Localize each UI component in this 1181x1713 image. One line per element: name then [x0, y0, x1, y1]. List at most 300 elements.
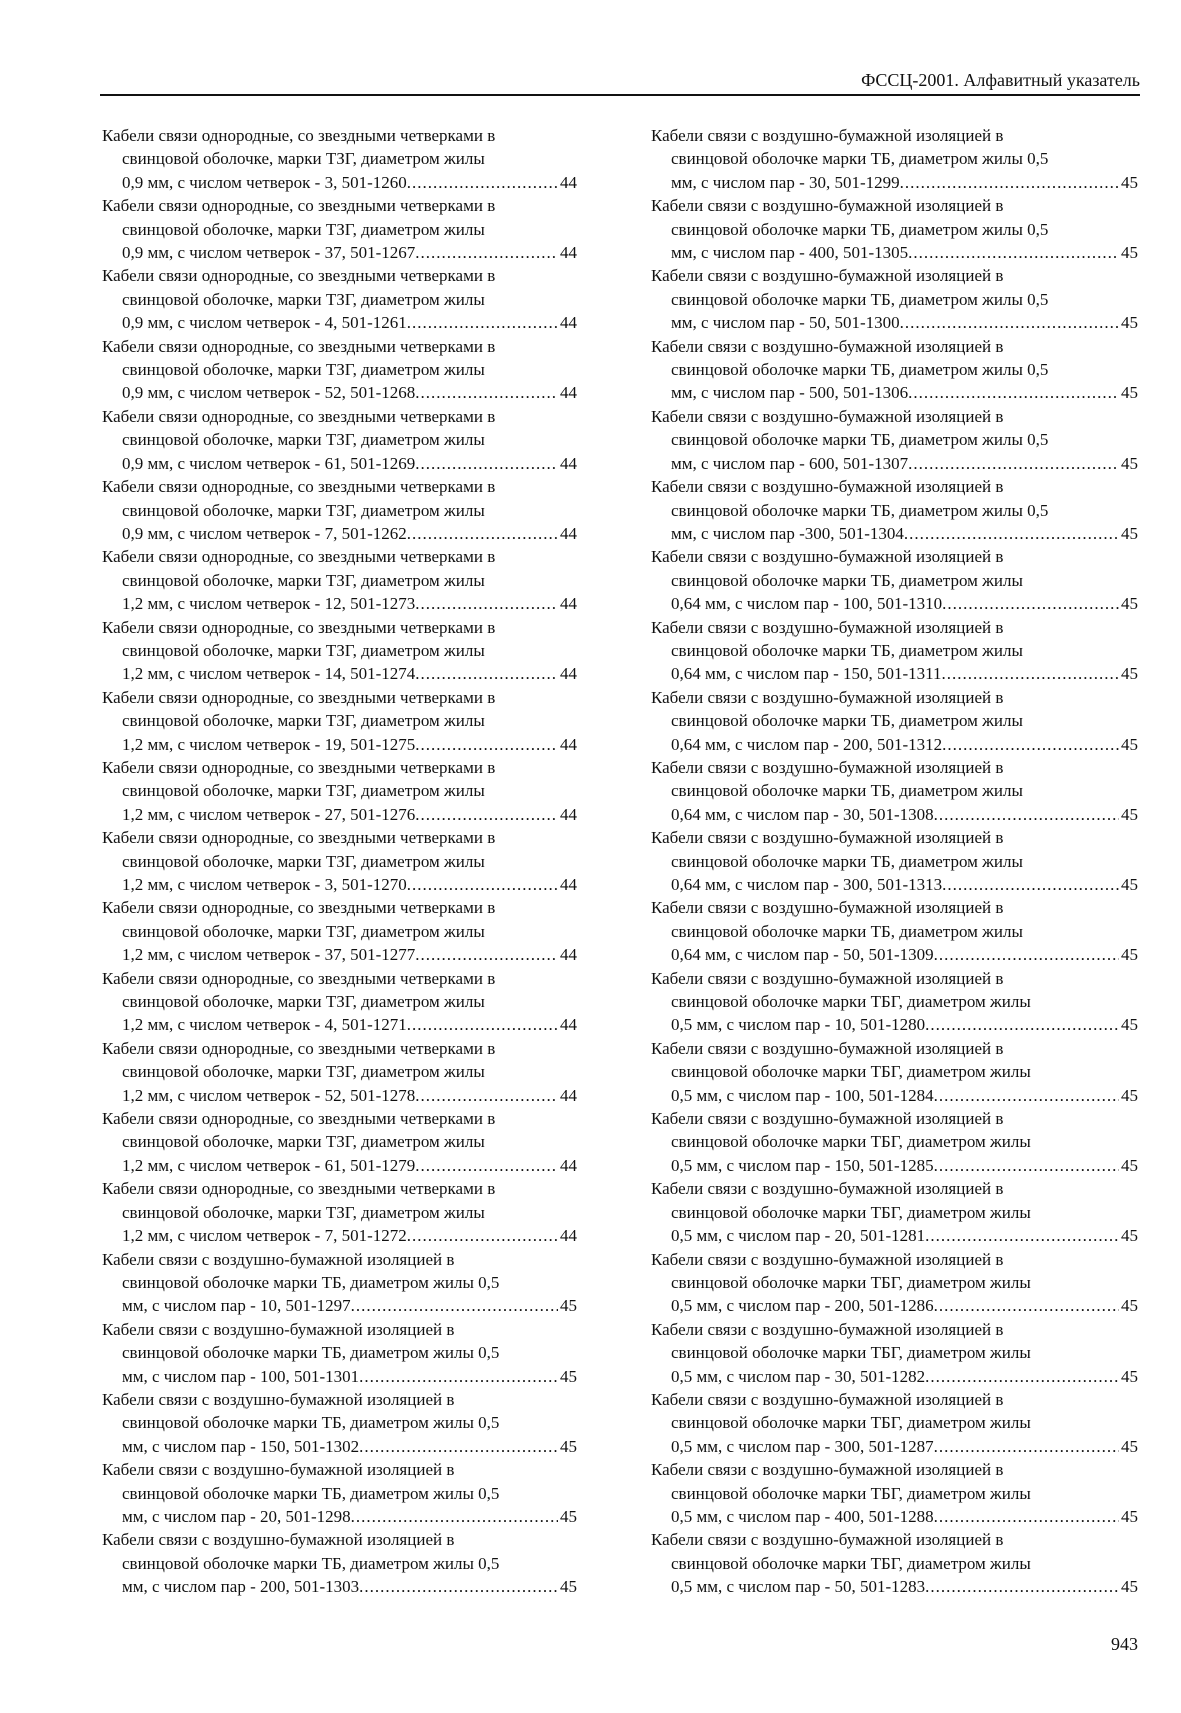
entry-page-ref: 45 — [1121, 1506, 1138, 1526]
entry-line-1: Кабели связи с воздушно-бумажной изоляцией в — [651, 126, 1004, 145]
dot-leader — [415, 592, 558, 615]
entry-page-ref: 44 — [560, 313, 577, 333]
index-entry — [102, 1388, 577, 1458]
dot-leader — [934, 943, 1119, 966]
dot-leader — [407, 171, 558, 194]
index-entry — [651, 475, 1138, 545]
entry-code: 0,5 мм, с числом пар - 20, 501-1281 — [671, 1226, 926, 1246]
entry-continuation — [651, 569, 1138, 616]
entry-page-ref: 45 — [560, 1577, 577, 1597]
index-entry — [102, 896, 577, 966]
entry-page-ref: 44 — [560, 523, 577, 543]
entry-continuation — [651, 990, 1138, 1037]
entry-line-1: Кабели связи однородные, со звездными четверками в — [102, 968, 496, 988]
index-entry — [102, 124, 577, 194]
entry-page-ref: 45 — [1121, 523, 1138, 543]
entry-line-1: Кабели связи с воздушно-бумажной изоляцией в — [651, 266, 1004, 286]
entry-line-2: свинцовой оболочке марки ТБ, диаметром жилы — [671, 570, 1023, 590]
dot-leader — [407, 522, 558, 545]
entry-continuation — [102, 288, 577, 335]
entry-page-ref: 45 — [1121, 1155, 1138, 1175]
entry-continuation — [102, 358, 577, 405]
entry-code: 0,64 мм, с числом пар - 50, 501-1309 — [671, 945, 934, 965]
entry-line-1: Кабели связи однородные, со звездными четверками в — [102, 617, 496, 637]
entry-line-1: Кабели связи с воздушно-бумажной изоляцией в — [651, 968, 1004, 988]
entry-line-1: Кабели связи однородные, со звездными четверками в — [102, 1179, 496, 1199]
entry-continuation — [651, 920, 1138, 967]
entry-code: 1,2 мм, с числом четверок - 19, 501-1275 — [122, 734, 416, 754]
entry-line-2: свинцовой оболочке марки ТБ, диаметром жилы 0,5 — [671, 360, 1049, 380]
entry-page-ref: 45 — [1121, 1296, 1138, 1316]
entry-line-2: свинцовой оболочке, марки ТЗГ, диаметром жилы — [122, 1132, 485, 1152]
entry-line-1: Кабели связи с воздушно-бумажной изоляцией в — [651, 828, 1004, 848]
index-entry — [102, 264, 577, 334]
entry-code: мм, с числом пар - 200, 501-1303 — [122, 1577, 360, 1597]
dot-leader — [925, 1013, 1119, 1036]
entry-line-1: Кабели связи однородные, со звездными четверками в — [102, 757, 496, 777]
entry-page-ref: 45 — [1121, 313, 1138, 333]
entry-line-3 — [122, 1224, 577, 1247]
entry-line-3 — [122, 873, 577, 896]
entry-page-ref: 45 — [1121, 1015, 1138, 1035]
entry-continuation — [102, 779, 577, 826]
entry-line-3 — [671, 1575, 1138, 1598]
dot-leader — [934, 1154, 1119, 1177]
entry-code: 0,5 мм, с числом пар - 200, 501-1286 — [671, 1296, 934, 1316]
entry-line-3 — [122, 1505, 577, 1528]
entry-continuation — [102, 1482, 577, 1529]
index-entry — [651, 1177, 1138, 1247]
entry-line-1: Кабели связи с воздушно-бумажной изоляцией в — [102, 1249, 455, 1269]
dot-leader — [351, 1505, 558, 1528]
dot-leader — [359, 1575, 558, 1598]
index-entry — [651, 1318, 1138, 1388]
index-entry — [651, 1037, 1138, 1107]
entry-page-ref: 44 — [560, 875, 577, 894]
entry-continuation — [102, 1552, 577, 1599]
index-entry — [102, 967, 577, 1037]
dot-leader — [415, 1084, 558, 1107]
entry-line-1: Кабели связи однородные, со звездными четверками в — [102, 1109, 496, 1129]
entry-line-3 — [671, 1294, 1138, 1317]
dot-leader — [942, 662, 1119, 685]
index-entry — [651, 1528, 1138, 1598]
entry-continuation — [651, 1130, 1138, 1177]
entry-page-ref: 45 — [560, 1366, 577, 1386]
dot-leader — [942, 873, 1119, 896]
entry-line-1: Кабели связи с воздушно-бумажной изоляцией в — [651, 196, 1004, 216]
entry-continuation — [102, 1411, 577, 1458]
entry-line-2: свинцовой оболочке марки ТБГ, диаметром жилы — [671, 1132, 1031, 1152]
entry-code: 1,2 мм, с числом четверок - 14, 501-1274 — [122, 664, 416, 684]
entry-page-ref: 45 — [1121, 594, 1138, 614]
dot-leader — [934, 1084, 1119, 1107]
dot-leader — [407, 1013, 558, 1036]
entry-line-2: свинцовой оболочке марки ТБГ, диаметром жилы — [671, 992, 1031, 1012]
entry-continuation — [651, 218, 1138, 265]
dot-leader — [359, 1435, 558, 1458]
entry-continuation — [651, 1341, 1138, 1388]
index-entry — [651, 896, 1138, 966]
entry-code: 0,64 мм, с числом пар - 300, 501-1313 — [671, 875, 943, 894]
index-entry — [651, 545, 1138, 615]
entry-code: 0,9 мм, с числом четверок - 7, 501-1262 — [122, 523, 407, 543]
dot-leader — [925, 1365, 1119, 1388]
entry-code: 0,5 мм, с числом пар - 30, 501-1282 — [671, 1366, 926, 1386]
entry-continuation — [651, 709, 1138, 756]
entry-line-3 — [671, 1154, 1138, 1177]
entry-code: 0,9 мм, с числом четверок - 52, 501-1268 — [122, 383, 416, 403]
dot-leader — [407, 873, 558, 896]
entry-page-ref: 44 — [560, 1226, 577, 1246]
entry-line-2: свинцовой оболочке марки ТБ, диаметром жилы 0,5 — [122, 1413, 500, 1433]
dot-leader — [415, 803, 558, 826]
index-entry — [102, 1458, 577, 1528]
entry-line-3 — [671, 873, 1138, 896]
dot-leader — [925, 1224, 1119, 1247]
index-entry — [651, 1458, 1138, 1528]
index-entry — [102, 1318, 577, 1388]
entry-code: 0,5 мм, с числом пар - 150, 501-1285 — [671, 1155, 934, 1175]
entry-line-2: свинцовой оболочке, марки ТЗГ, диаметром жилы — [122, 921, 485, 941]
entry-line-3 — [122, 1575, 577, 1598]
entry-line-1: Кабели связи однородные, со звездными четверками в — [102, 687, 496, 707]
entry-line-3 — [122, 592, 577, 615]
entry-line-2: свинцовой оболочке, марки ТЗГ, диаметром жилы — [122, 149, 485, 169]
entry-line-3 — [671, 1365, 1138, 1388]
entry-page-ref: 44 — [560, 1085, 577, 1105]
entry-line-3 — [122, 1365, 577, 1388]
entry-page-ref: 45 — [1121, 734, 1138, 754]
page-number: 943 — [1111, 1634, 1138, 1654]
entry-line-2: свинцовой оболочке марки ТБ, диаметром жилы 0,5 — [122, 1272, 500, 1292]
entry-line-2: свинцовой оболочке, марки ТЗГ, диаметром жилы — [122, 1062, 485, 1082]
entry-line-3 — [122, 241, 577, 264]
index-entry — [651, 1388, 1138, 1458]
entry-continuation — [651, 428, 1138, 475]
entry-line-1: Кабели связи однородные, со звездными четверками в — [102, 336, 496, 356]
entry-line-2: свинцовой оболочке марки ТБ, диаметром жилы — [671, 851, 1023, 871]
entry-line-3 — [122, 171, 577, 194]
entry-line-2: свинцовой оболочке марки ТБГ, диаметром жилы — [671, 1062, 1031, 1082]
entry-line-2: свинцовой оболочке, марки ТЗГ, диаметром жилы — [122, 570, 485, 590]
entry-page-ref: 44 — [560, 734, 577, 754]
entry-page-ref: 44 — [560, 664, 577, 684]
entry-line-2: свинцовой оболочке, марки ТЗГ, диаметром жилы — [122, 1202, 485, 1222]
entry-line-3 — [671, 803, 1138, 826]
entry-page-ref: 44 — [560, 1155, 577, 1175]
index-entry — [651, 1107, 1138, 1177]
entry-continuation — [651, 499, 1138, 546]
entry-line-3 — [122, 803, 577, 826]
index-column-right — [651, 124, 1138, 1599]
entry-line-3 — [671, 1084, 1138, 1107]
entry-line-2: свинцовой оболочке марки ТБ, диаметром жилы 0,5 — [671, 430, 1049, 450]
entry-line-1: Кабели связи с воздушно-бумажной изоляцией в — [651, 1038, 1004, 1058]
dot-leader — [415, 1154, 558, 1177]
entry-line-1: Кабели связи с воздушно-бумажной изоляцией в — [651, 406, 1004, 426]
entry-code: мм, с числом пар - 50, 501-1300 — [671, 313, 900, 333]
entry-line-2: свинцовой оболочке марки ТБ, диаметром жилы 0,5 — [671, 149, 1049, 169]
entry-line-2: свинцовой оболочке марки ТБГ, диаметром жилы — [671, 1483, 1031, 1503]
entry-line-2: свинцовой оболочке, марки ТЗГ, диаметром жилы — [122, 992, 485, 1012]
entry-code: 0,64 мм, с числом пар - 100, 501-1310 — [671, 594, 943, 614]
entry-continuation — [102, 1271, 577, 1318]
entry-page-ref: 45 — [1121, 383, 1138, 403]
dot-leader — [415, 452, 558, 475]
dot-leader — [942, 592, 1119, 615]
entry-line-3 — [122, 1013, 577, 1036]
index-entry — [102, 545, 577, 615]
entry-line-2: свинцовой оболочке, марки ТЗГ, диаметром жилы — [122, 640, 485, 660]
entry-line-2: свинцовой оболочке, марки ТЗГ, диаметром жилы — [122, 360, 485, 380]
entry-continuation — [102, 1201, 577, 1248]
entry-line-1: Кабели связи однородные, со звездными четверками в — [102, 1038, 496, 1058]
entry-line-2: свинцовой оболочке, марки ТЗГ, диаметром жилы — [122, 219, 485, 239]
entry-line-3 — [671, 381, 1138, 404]
entry-page-ref: 45 — [1121, 1226, 1138, 1246]
entry-line-2: свинцовой оболочке марки ТБГ, диаметром жилы — [671, 1413, 1031, 1433]
entry-line-2: свинцовой оболочке марки ТБ, диаметром жилы 0,5 — [122, 1483, 500, 1503]
entry-line-3 — [122, 1294, 577, 1317]
index-entry — [102, 1037, 577, 1107]
entry-continuation — [102, 850, 577, 897]
entry-line-3 — [671, 943, 1138, 966]
index-entry — [102, 686, 577, 756]
entry-line-2: свинцовой оболочке марки ТБ, диаметром жилы 0,5 — [122, 1553, 500, 1573]
index-entry — [102, 1248, 577, 1318]
dot-leader — [351, 1294, 558, 1317]
entry-code: 1,2 мм, с числом четверок - 27, 501-1276 — [122, 804, 416, 824]
index-entry — [651, 967, 1138, 1037]
entry-line-2: свинцовой оболочке марки ТБ, диаметром жилы 0,5 — [671, 500, 1049, 520]
entry-page-ref: 45 — [1121, 804, 1138, 824]
entry-line-2: свинцовой оболочке марки ТБГ, диаметром жилы — [671, 1272, 1031, 1292]
entry-page-ref: 44 — [560, 383, 577, 403]
entry-code: 1,2 мм, с числом четверок - 3, 501-1270 — [122, 875, 407, 894]
entry-line-1: Кабели связи с воздушно-бумажной изоляцией в — [102, 1530, 455, 1550]
entry-line-3 — [671, 592, 1138, 615]
entry-line-1: Кабели связи однородные, со звездными четверками в — [102, 196, 496, 216]
entry-line-1: Кабели связи с воздушно-бумажной изоляцией в — [651, 1530, 1004, 1550]
dot-leader — [934, 803, 1119, 826]
entry-page-ref: 44 — [560, 172, 577, 192]
entry-continuation — [102, 569, 577, 616]
entry-page-ref: 45 — [1121, 453, 1138, 473]
dot-leader — [908, 241, 1119, 264]
entry-code: 0,9 мм, с числом четверок - 61, 501-1269 — [122, 453, 416, 473]
dot-leader — [900, 171, 1119, 194]
entry-line-3 — [122, 662, 577, 685]
index-entry — [102, 616, 577, 686]
entry-page-ref: 45 — [1121, 664, 1138, 684]
entry-line-3 — [671, 452, 1138, 475]
dot-leader — [925, 1575, 1119, 1598]
entry-line-1: Кабели связи с воздушно-бумажной изоляцией в — [651, 1249, 1004, 1269]
entry-code: 0,5 мм, с числом пар - 100, 501-1284 — [671, 1085, 934, 1105]
dot-leader — [415, 662, 558, 685]
entry-code: 1,2 мм, с числом четверок - 61, 501-1279 — [122, 1155, 416, 1175]
entry-line-3 — [671, 241, 1138, 264]
dot-leader — [908, 452, 1119, 475]
entry-code: 0,64 мм, с числом пар - 200, 501-1312 — [671, 734, 943, 754]
dot-leader — [359, 1365, 558, 1388]
index-entry — [102, 194, 577, 264]
entry-line-2: свинцовой оболочке марки ТБ, диаметром жилы 0,5 — [671, 219, 1049, 239]
entry-continuation — [102, 1060, 577, 1107]
entry-line-2: свинцовой оболочке, марки ТЗГ, диаметром жилы — [122, 711, 485, 731]
entry-line-2: свинцовой оболочке марки ТБ, диаметром жилы — [671, 711, 1023, 731]
entry-code: 1,2 мм, с числом четверок - 37, 501-1277 — [122, 945, 416, 965]
entry-page-ref: 44 — [560, 243, 577, 263]
entry-continuation — [102, 218, 577, 265]
entry-continuation — [102, 1130, 577, 1177]
entry-continuation — [651, 147, 1138, 194]
dot-leader — [934, 1505, 1119, 1528]
entry-line-1: Кабели связи с воздушно-бумажной изоляцией в — [651, 687, 1004, 707]
entry-page-ref: 45 — [560, 1296, 577, 1316]
dot-leader — [934, 1294, 1119, 1317]
entry-continuation — [651, 1271, 1138, 1318]
entry-line-2: свинцовой оболочке марки ТБ, диаметром жилы 0,5 — [671, 289, 1049, 309]
entry-line-3 — [122, 381, 577, 404]
entry-continuation — [102, 428, 577, 475]
index-entry — [651, 616, 1138, 686]
entry-continuation — [651, 288, 1138, 335]
dot-leader — [407, 1224, 558, 1247]
entry-line-1: Кабели связи однородные, со звездными четверками в — [102, 547, 496, 567]
index-column-left — [102, 124, 577, 1599]
entry-code: мм, с числом пар - 100, 501-1301 — [122, 1366, 360, 1386]
entry-line-2: свинцовой оболочке, марки ТЗГ, диаметром жилы — [122, 430, 485, 450]
entry-line-1: Кабели связи однородные, со звездными четверками в — [102, 477, 496, 497]
entry-line-3 — [671, 1013, 1138, 1036]
entry-code: 0,9 мм, с числом четверок - 4, 501-1261 — [122, 313, 407, 333]
running-header — [100, 66, 1140, 96]
entry-continuation — [651, 639, 1138, 686]
entry-line-3 — [671, 733, 1138, 756]
entry-code: 0,64 мм, с числом пар - 150, 501-1311 — [671, 664, 942, 684]
entry-code: 0,5 мм, с числом пар - 400, 501-1288 — [671, 1506, 934, 1526]
index-entry — [102, 1528, 577, 1598]
entry-line-3 — [122, 733, 577, 756]
entry-line-1: Кабели связи с воздушно-бумажной изоляцией в — [651, 1109, 1004, 1129]
entry-line-1: Кабели связи с воздушно-бумажной изоляцией в — [651, 1179, 1004, 1199]
entry-continuation — [651, 1482, 1138, 1529]
entry-line-1: Кабели связи с воздушно-бумажной изоляцией в — [651, 1460, 1004, 1480]
entry-code: мм, с числом пар - 600, 501-1307 — [671, 453, 909, 473]
entry-code: 0,64 мм, с числом пар - 30, 501-1308 — [671, 804, 934, 824]
entry-line-3 — [671, 1224, 1138, 1247]
entry-line-1: Кабели связи однородные, со звездными четверками в — [102, 126, 496, 145]
entry-page-ref: 45 — [560, 1506, 577, 1526]
entry-line-2: свинцовой оболочке марки ТБ, диаметром жилы — [671, 921, 1023, 941]
entry-page-ref: 45 — [1121, 1085, 1138, 1105]
entry-line-2: свинцовой оболочке, марки ТЗГ, диаметром жилы — [122, 289, 485, 309]
entry-code: 0,5 мм, с числом пар - 50, 501-1283 — [671, 1577, 926, 1597]
entry-line-1: Кабели связи с воздушно-бумажной изоляцией в — [651, 757, 1004, 777]
entry-continuation — [651, 779, 1138, 826]
entry-line-1: Кабели связи с воздушно-бумажной изоляцией в — [651, 1389, 1004, 1409]
entry-continuation — [651, 358, 1138, 405]
entry-line-3 — [122, 522, 577, 545]
entry-line-1: Кабели связи с воздушно-бумажной изоляцией в — [102, 1460, 455, 1480]
entry-line-1: Кабели связи с воздушно-бумажной изоляцией в — [102, 1389, 455, 1409]
entry-page-ref: 44 — [560, 594, 577, 614]
entry-line-2: свинцовой оболочке, марки ТЗГ, диаметром жилы — [122, 851, 485, 871]
entry-line-1: Кабели связи с воздушно-бумажной изоляцией в — [651, 617, 1004, 637]
entry-code: 1,2 мм, с числом четверок - 52, 501-1278 — [122, 1085, 416, 1105]
index-entry — [651, 826, 1138, 896]
entry-continuation — [102, 920, 577, 967]
entry-code: 1,2 мм, с числом четверок - 12, 501-1273 — [122, 594, 416, 614]
index-entry — [651, 264, 1138, 334]
entry-code: мм, с числом пар - 20, 501-1298 — [122, 1506, 351, 1526]
index-entry — [651, 686, 1138, 756]
entry-code: мм, с числом пар -300, 501-1304 — [671, 523, 904, 543]
dot-leader — [415, 943, 558, 966]
index-entry — [102, 405, 577, 475]
dot-leader — [908, 381, 1119, 404]
dot-leader — [934, 1435, 1119, 1458]
entry-code: мм, с числом пар - 500, 501-1306 — [671, 383, 909, 403]
entry-page-ref: 45 — [1121, 1577, 1138, 1597]
entry-line-3 — [122, 452, 577, 475]
entry-page-ref: 45 — [560, 1436, 577, 1456]
entry-continuation — [651, 1060, 1138, 1107]
entry-line-1: Кабели связи однородные, со звездными четверками в — [102, 266, 496, 286]
entry-line-3 — [671, 311, 1138, 334]
entry-line-3 — [122, 1154, 577, 1177]
entry-code: мм, с числом пар - 400, 501-1305 — [671, 243, 909, 263]
entry-page-ref: 45 — [1121, 1436, 1138, 1456]
entry-code: 0,9 мм, с числом четверок - 3, 501-1260 — [122, 172, 407, 192]
index-entry — [102, 1107, 577, 1177]
entry-code: мм, с числом пар - 10, 501-1297 — [122, 1296, 351, 1316]
entry-continuation — [102, 639, 577, 686]
entry-code: 0,5 мм, с числом пар - 10, 501-1280 — [671, 1015, 926, 1035]
entry-line-2: свинцовой оболочке марки ТБГ, диаметром жилы — [671, 1343, 1031, 1363]
entry-line-2: свинцовой оболочке марки ТБГ, диаметром жилы — [671, 1553, 1031, 1573]
entry-line-3 — [122, 311, 577, 334]
entry-line-3 — [671, 522, 1138, 545]
entry-page-ref: 44 — [560, 945, 577, 965]
entry-continuation — [102, 1341, 577, 1388]
entry-line-1: Кабели связи однородные, со звездными четверками в — [102, 898, 496, 918]
entry-page-ref: 44 — [560, 804, 577, 824]
entry-line-3 — [122, 943, 577, 966]
index-entry — [102, 335, 577, 405]
entry-page-ref: 45 — [1121, 945, 1138, 965]
entry-line-1: Кабели связи с воздушно-бумажной изоляцией в — [651, 547, 1004, 567]
index-entry — [102, 756, 577, 826]
dot-leader — [415, 381, 558, 404]
entry-line-1: Кабели связи с воздушно-бумажной изоляцией в — [651, 336, 1004, 356]
entry-page-ref: 44 — [560, 1015, 577, 1035]
entry-line-1: Кабели связи с воздушно-бумажной изоляцией в — [651, 898, 1004, 918]
entry-line-2: свинцовой оболочке марки ТБ, диаметром жилы 0,5 — [122, 1343, 500, 1363]
entry-page-ref: 44 — [560, 453, 577, 473]
entry-page-ref: 45 — [1121, 172, 1138, 192]
entry-line-2: свинцовой оболочке марки ТБГ, диаметром жилы — [671, 1202, 1031, 1222]
entry-line-1: Кабели связи однородные, со звездными четверками в — [102, 406, 496, 426]
entry-page-ref: 45 — [1121, 875, 1138, 894]
entry-code: 1,2 мм, с числом четверок - 4, 501-1271 — [122, 1015, 407, 1035]
header-title: ФССЦ-2001. Алфавитный указатель — [861, 70, 1140, 90]
dot-leader — [942, 733, 1119, 756]
index-entry — [651, 1248, 1138, 1318]
dot-leader — [415, 733, 558, 756]
